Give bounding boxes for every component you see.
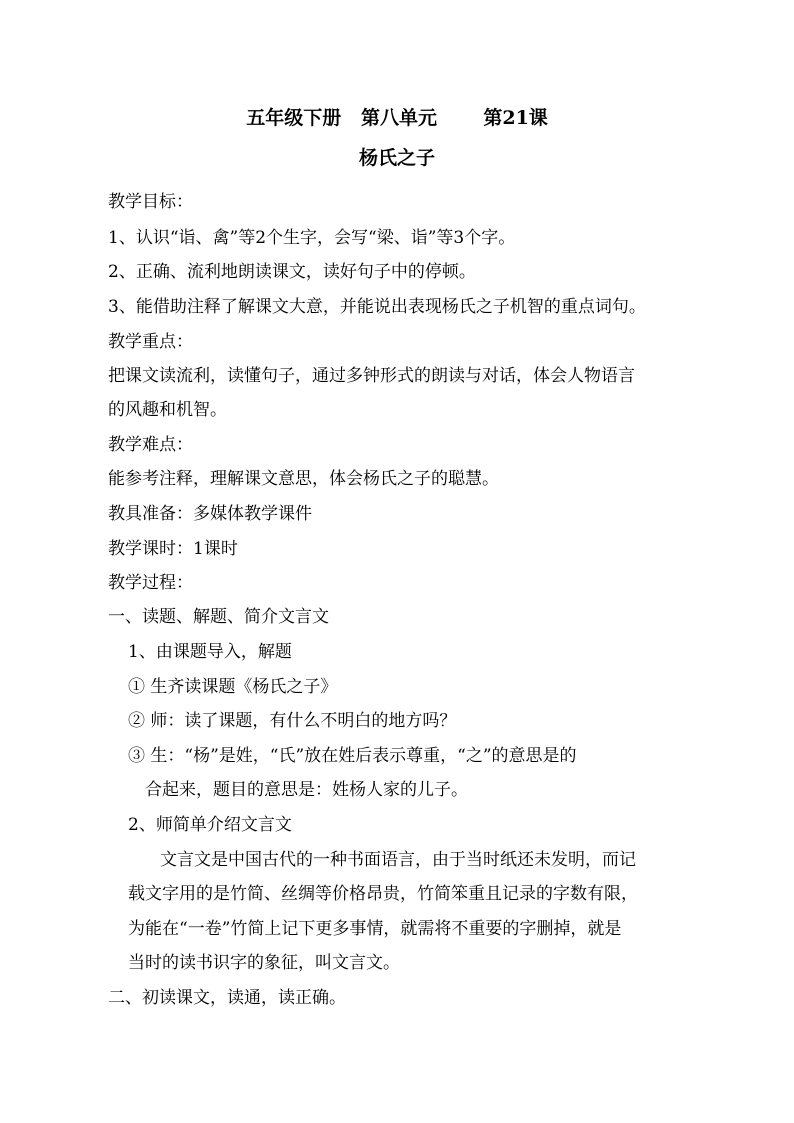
section-2-heading: 二、初读课文，读通，读正确。 xyxy=(108,988,346,1008)
classical-chinese-paragraph-line-2: 载文字用的是竹简、丝绸等价格昂贵，竹简笨重且记录的字数有限， xyxy=(128,884,638,904)
step-1-item-2: ② 师：读了课题，有什么不明白的地方吗？ xyxy=(128,711,457,731)
section-1-heading: 一、读题、解题、简介文言文 xyxy=(108,607,329,627)
teaching-aids: 教具准备：多媒体教学课件 xyxy=(108,504,312,524)
teaching-goals-heading: 教学目标： xyxy=(108,192,193,212)
teaching-process-heading: 教学过程： xyxy=(108,573,193,593)
key-points-text-line-1: 把课文读流利，读懂句子，通过多钟形式的朗读与对话，体会人物语言 xyxy=(108,366,635,386)
classical-chinese-paragraph-line-4: 当时的读书识字的象征，叫文言文。 xyxy=(128,953,400,973)
lesson-title: 杨氏之子 xyxy=(358,147,435,169)
classical-chinese-paragraph-line-1: 文言文是中国古代的一种书面语言，由于当时纸还未发明，而记 xyxy=(160,850,636,870)
goal-item-1: 1、认识“诣、禽”等2个生字，会写“梁、诣”等3个字。 xyxy=(108,228,516,248)
document-title: 五年级下册 第八单元 第21课 xyxy=(246,107,548,129)
goal-item-3: 3、能借助注释了解课文大意，并能说出表现杨氏之子机智的重点词句。 xyxy=(108,297,646,317)
step-1-item-1: ① 生齐读课题《杨氏之子》 xyxy=(128,677,338,697)
key-points-text-line-2: 的风趣和机智。 xyxy=(108,400,227,420)
step-2-heading: 2、师简单介绍文言文 xyxy=(128,815,292,835)
goal-item-2: 2、正确、流利地朗读课文，读好句子中的停顿。 xyxy=(108,262,476,282)
classical-chinese-paragraph-line-3: 为能在“一卷”竹简上记下更多事情，就需将不重要的字删掉，就是 xyxy=(128,919,622,939)
difficulties-text: 能参考注释，理解课文意思，体会杨氏之子的聪慧。 xyxy=(108,469,499,489)
step-1-heading: 1、由课题导入，解题 xyxy=(128,642,292,662)
step-1-item-3-continuation: 合起来，题目的意思是：姓杨人家的儿子。 xyxy=(145,780,468,800)
difficulties-heading: 教学难点： xyxy=(108,435,193,455)
step-1-item-3: ③ 生：“杨”是姓，“氏”放在姓后表示尊重，“之”的意思是的 xyxy=(128,746,577,766)
class-hours: 教学课时：1课时 xyxy=(108,539,238,559)
key-points-heading: 教学重点： xyxy=(108,332,193,352)
